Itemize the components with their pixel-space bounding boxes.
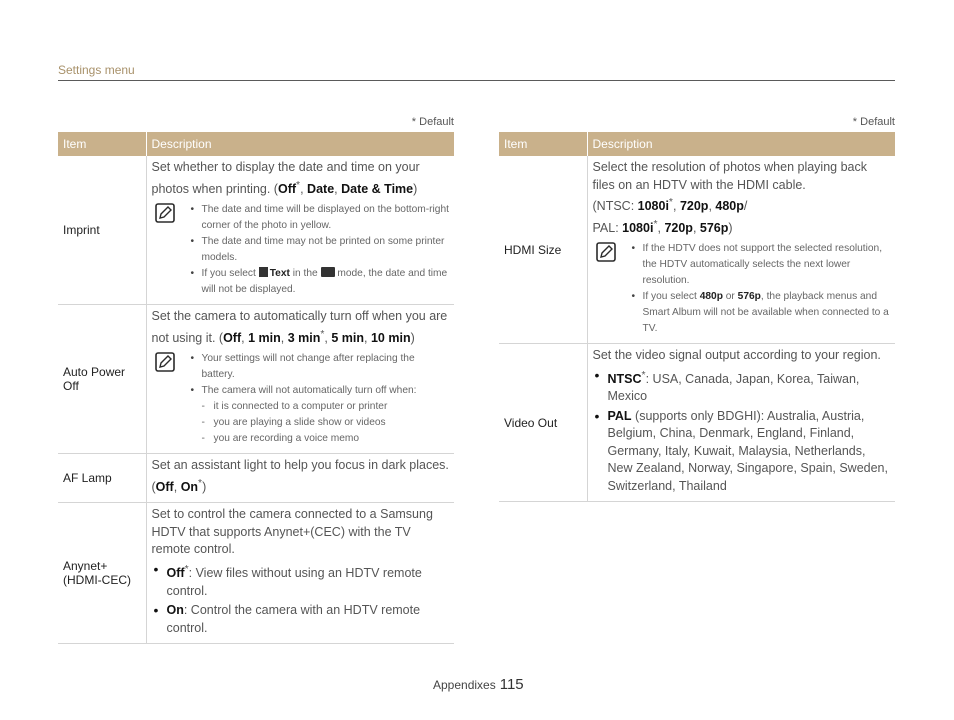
note-item: • The camera will not automatically turn off when:: [190, 383, 451, 399]
page-footer: [433, 676, 524, 693]
memo-note-icon: [154, 203, 176, 223]
option-item: • NTSC*: USA, Canada, Japan, Korea, Taiwan, Mexico: [593, 367, 892, 406]
text-mode-icon: [259, 267, 268, 277]
note-list: [631, 241, 892, 337]
note-subitem: - you are recording a voice memo: [190, 431, 451, 447]
description-video-out: Set the video signal output according to your region. • NTSC*: USA, Canada, Japan, Korea, Taiwan, Mexico • PAL (supports only BDGHI): Australia, Austria, Belgium, China, Denmark, England, Finland, Germany, Italy, Kuwait, Malaysia, Netherlands, New Zealand, Norway, Singapore, Spain, Sweden, Switzerland, Thailand: [587, 344, 895, 502]
note-item: • If the HDTV does not support the selected resolution, the HDTV automatically selects the next lower resolution.: [631, 241, 892, 289]
right-settings-table: [499, 114, 895, 502]
table-header-row: [499, 132, 895, 156]
column-header-description: Description: [587, 132, 895, 156]
column-header-item: Item: [499, 132, 587, 156]
description-auto-power-off: Set the camera to automatically turn off when you are not using it. (Off, 1 min, 3 min*, 5 min, 10 min) • Your settings will not change after replacing the battery. • The camera will not automatically turn off when: - it is connected to a computer or printer - you are playing a slide show or videos - you are recording a voice memo: [146, 305, 454, 454]
memo-note-icon: [154, 352, 176, 372]
default-note: * Default: [852, 116, 895, 128]
column-header-item: Item: [58, 132, 146, 156]
note-box: [593, 241, 892, 337]
option-list: [152, 561, 451, 637]
description-hdmi-size: Select the resolution of photos when playing back files on an HDTV with the HDMI cable. (NTSC: 1080i*, 720p, 480p/ PAL: 1080i*, 720p, 576p) • If the HDTV does not support the selected resolution, the HDTV automatically selects the next lower resolution. • If you select 480p or 576p, the playback menus and Smart Album will not be available when connected to a TV.: [587, 156, 895, 344]
table-row-video-out: [499, 344, 895, 502]
note-item: • If you select 480p or 576p, the playback menus and Smart Album will not be available when connected to a TV.: [631, 289, 892, 337]
option-item: • Off*: View files without using an HDTV remote control.: [152, 561, 451, 600]
table-row-hdmi-size: [499, 156, 895, 344]
settings-table-right: [499, 132, 895, 502]
table-row-imprint: [58, 156, 454, 305]
note-subitem: - you are playing a slide show or videos: [190, 415, 451, 431]
page-number: 115: [499, 676, 524, 693]
option-item: • PAL (supports only BDGHI): Australia, Austria, Belgium, China, Denmark, England, Finland, Germany, Italy, Kuwait, Malaysia, Netherlands, New Zealand, Norway, Singapore, Spain, Sweden, Switzerland, Thailand: [593, 408, 892, 496]
item-auto-power-off: Auto Power Off: [58, 305, 146, 454]
note-box: [152, 202, 451, 298]
description-anynet: Set to control the camera connected to a Samsung HDTV that supports Anynet+(CEC) with the TV remote control. • Off*: View files without using an HDTV remote control. • On: Control the camera with an HDTV remote control.: [146, 503, 454, 644]
option-item: • On: Control the camera with an HDTV remote control.: [152, 602, 451, 637]
table-header-row: [58, 132, 454, 156]
item-imprint: Imprint: [58, 156, 146, 305]
item-af-lamp: AF Lamp: [58, 454, 146, 503]
item-video-out: Video Out: [499, 344, 587, 502]
header-rule: [58, 80, 895, 81]
note-item: • The date and time will be displayed on the bottom-right corner of the photo in yellow.: [190, 202, 451, 234]
description-imprint: Set whether to display the date and time on your photos when printing. (Off*, Date, Date & Time) • The date and time will be displayed on the bottom-right corner of the photo in yellow. • The date and time may not be printed on some printer models. • If you select Text in the mode, the date and time will not be displayed.: [146, 156, 454, 305]
option-list: [593, 367, 892, 496]
default-note: * Default: [411, 116, 454, 128]
note-subitem: - it is connected to a computer or printer: [190, 399, 451, 415]
memo-note-icon: [595, 242, 617, 262]
item-hdmi-size: HDMI Size: [499, 156, 587, 344]
note-list: [190, 351, 451, 447]
footer-label: Appendixes: [433, 678, 496, 692]
item-anynet: Anynet+ (HDMI-CEC): [58, 503, 146, 644]
left-settings-table: [58, 114, 454, 644]
settings-table-left: [58, 132, 454, 644]
note-item: • Your settings will not change after replacing the battery.: [190, 351, 451, 383]
scene-mode-icon: [321, 267, 335, 277]
note-list: [190, 202, 451, 298]
note-item: • The date and time may not be printed on some printer models.: [190, 234, 451, 266]
description-af-lamp: Set an assistant light to help you focus in dark places. (Off, On*): [146, 454, 454, 503]
note-box: [152, 351, 451, 447]
section-title: Settings menu: [58, 63, 135, 77]
note-item: • If you select Text in the mode, the date and time will not be displayed.: [190, 266, 451, 298]
table-row-af-lamp: [58, 454, 454, 503]
table-row-anynet: [58, 503, 454, 644]
column-header-description: Description: [146, 132, 454, 156]
table-row-auto-power-off: [58, 305, 454, 454]
